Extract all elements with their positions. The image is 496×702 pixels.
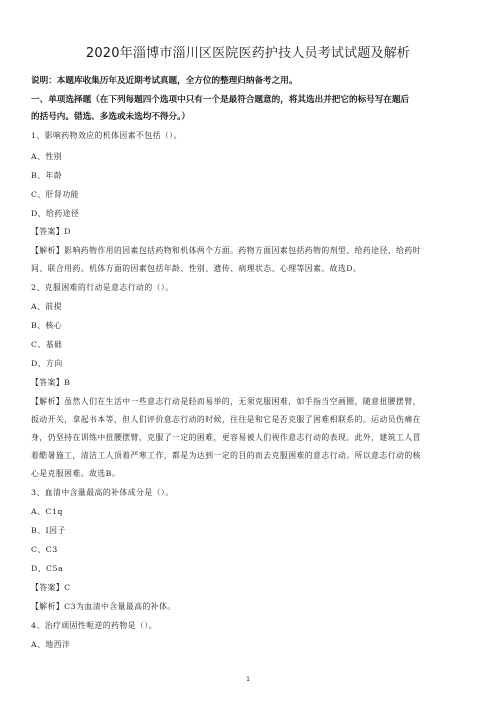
question-3-option-c: C、C3 — [31, 545, 58, 554]
question-2-stem: 2、克服困难的行动是意志行动的（）。 — [31, 283, 174, 292]
question-1-option-d: D、给药途径 — [31, 209, 80, 218]
document-title: 2020年淄博市淄川区医院医药护技人员考试试题及解析 — [85, 46, 411, 61]
intro-note: 说明：本题库收集历年及近期考试真题，全方位的整理归纳备考之用。 — [31, 76, 298, 86]
question-1-option-c: C、肝肾功能 — [31, 190, 79, 199]
question-1-option-b: B、年龄 — [31, 171, 63, 180]
question-3-option-b: B、I因子 — [31, 526, 66, 535]
question-3-stem: 3、血清中含量最高的补体成分是（）。 — [31, 488, 174, 497]
section-heading-line2: 的括号内。错选、多选或未选均不得分。） — [31, 112, 190, 122]
question-4-option-a: A、地西泮 — [31, 640, 71, 649]
question-4-stem: 4、治疗顽固性呃逆的药物是（）。 — [31, 621, 158, 630]
question-3-analysis-line1: 【解析】C3为血清中含量最高的补体。 — [31, 602, 176, 611]
question-1-analysis-line2: 间、联合用药。机体方面的因素包括年龄、性别、遗传、病理状态、心理等因素。故选D。 — [31, 264, 362, 273]
question-2-option-c: C、基础 — [31, 340, 63, 349]
question-1-answer: 【答案】D — [31, 227, 71, 236]
page-number: 1 — [246, 676, 250, 683]
question-1-analysis-line1: 【解析】影响药物作用的因素包括药物和机体两个方面。药物方面因素包括药物的剂型、给药途径、给药时 — [31, 246, 421, 255]
question-3-option-d: D、C5a — [31, 564, 64, 573]
question-2-answer: 【答案】B — [31, 378, 71, 387]
question-2-analysis-line2: 扳动开关，拿起书本等，但人们评价意志行动的时候，往往是和它是否克服了困难相联系的。运动员伤痛在 — [31, 415, 421, 424]
question-1-option-a: A、性别 — [31, 152, 63, 161]
question-2-option-a: A、前提 — [31, 302, 63, 311]
question-3-answer: 【答案】C — [31, 583, 71, 592]
question-2-analysis-line5: 心是克服困难。故选B。 — [31, 469, 121, 478]
section-heading-line1: 一、单项选择题（在下列每题四个选项中只有一个是最符合题意的，将其选出并把它的标号写在题后 — [31, 95, 410, 105]
question-2-option-d: D、方向 — [31, 359, 63, 368]
question-1-stem: 1、影响药物效应的机体因素不包括（）。 — [31, 131, 182, 140]
question-3-option-a: A、C1q — [31, 507, 63, 516]
question-2-analysis-line3: 身，仍坚持在训练中扭腰摆臂，克服了一定的困难，更容易被人们视作意志行动的表现。此外，建筑工人冒 — [31, 433, 421, 442]
question-2-option-b: B、核心 — [31, 321, 63, 330]
question-2-analysis-line4: 着酷暑施工，清洁工人顶着严寒工作，都是为达到一定的目的而去克服困难的意志行动。所以意志行动的核 — [31, 451, 421, 460]
question-2-analysis-line1: 【解析】虽然人们在生活中一些意志行动是轻而易举的，无须克服困难，如手指当空画圈，随意扭腰摆臂， — [31, 397, 421, 406]
